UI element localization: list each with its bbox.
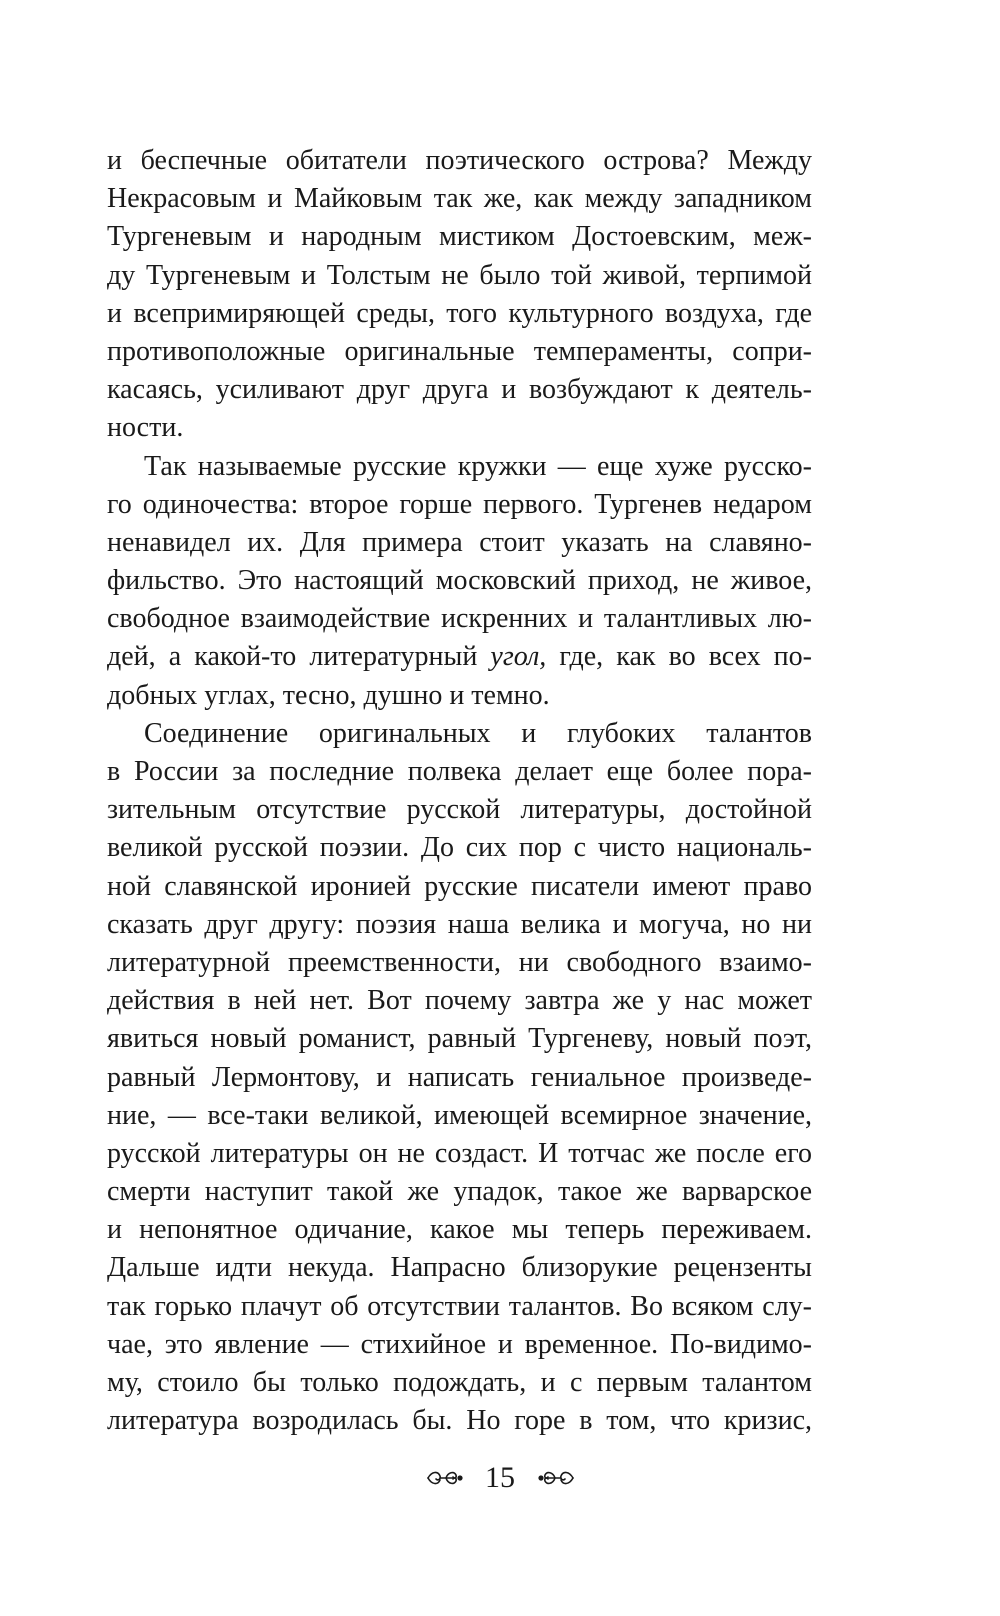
text-line: ности. bbox=[107, 412, 184, 444]
text-line: Тургеневым и народным мистиком Достоевским, меж- bbox=[107, 221, 812, 253]
text-line: го одиночества: второе горше первого. Тургенев недаром bbox=[107, 488, 812, 520]
text-segment: дей, а какой-то литературный bbox=[107, 641, 491, 673]
text-line: фильство. Это настоящий московский приход, не живое, bbox=[107, 565, 812, 597]
text-line: и всепримиряющей среды, того культурного воздуха, где bbox=[107, 297, 812, 329]
text-line: ду Тургеневым и Толстым не было той живой, терпимой bbox=[107, 259, 812, 291]
text-line: и непонятное одичание, какое мы теперь переживаем. bbox=[107, 1214, 812, 1246]
text-line: добных углах, тесно, душно и темно. bbox=[107, 679, 550, 711]
page-text bbox=[107, 142, 812, 1440]
text-line: касаясь, усиливают друг друга и возбуждают к деятель- bbox=[107, 374, 812, 406]
text-line: Дальше идти некуда. Напрасно близорукие рецензенты bbox=[107, 1252, 812, 1284]
text-line: сказать друг другу: поэзия наша велика и могуча, но ни bbox=[107, 908, 812, 940]
text-line: равный Лермонтову, и написать гениальное произведе- bbox=[107, 1061, 812, 1093]
text-line: смерти наступит такой же упадок, такое же варварское bbox=[107, 1176, 812, 1208]
text-line: ние, — все-таки великой, имеющей всемирное значение, bbox=[107, 1099, 812, 1131]
text-line: противоположные оригинальные темпераменты, сопри- bbox=[107, 335, 812, 367]
text-line: Некрасовым и Майковым так же, как между западником bbox=[107, 183, 812, 215]
fleuron-left-icon bbox=[426, 1467, 464, 1489]
text-line: русской литературы он не создаст. И тотчас же после его bbox=[107, 1137, 812, 1169]
text-line: великой русской поэзии. До сих пор с чисто националь- bbox=[107, 832, 812, 864]
text-line: литературной преемственности, ни свободного взаимо- bbox=[107, 946, 812, 978]
text-line: в России за последние полвека делает еще более пора- bbox=[107, 756, 812, 787]
text-line: чае, это явление — стихийное и временное. По-видимо- bbox=[107, 1328, 812, 1360]
page-footer bbox=[0, 1456, 1000, 1496]
italic-word: угол, bbox=[490, 641, 547, 673]
page-number: 15 bbox=[485, 1461, 515, 1495]
text-line: Соединение оригинальных и глубоких талантов bbox=[144, 717, 812, 749]
text-line: ненавидел их. Для примера стоит указать на славяно- bbox=[107, 526, 812, 558]
text-line: зительным отсутствие русской литературы, достойной bbox=[107, 794, 812, 826]
text-line: му, стоило бы только подождать, и с первым талантом bbox=[107, 1367, 812, 1398]
text-line: явиться новый романист, равный Тургеневу, новый поэт, bbox=[107, 1023, 812, 1055]
text-line: так горько плачут об отсутствии талантов. Во всяком слу- bbox=[107, 1290, 812, 1322]
text-line: и беспечные обитатели поэтического острова? Между bbox=[107, 145, 812, 176]
text-line: свободное взаимодействие искренних и талантливых лю- bbox=[107, 603, 812, 635]
text-line: литература возродилась бы. Но горе в том, что кризис, bbox=[107, 1405, 812, 1437]
text-line bbox=[107, 638, 812, 676]
text-line: действия в ней нет. Вот почему завтра же у нас может bbox=[107, 985, 812, 1017]
text-line: Так называемые русские кружки — еще хуже русско- bbox=[144, 450, 812, 482]
text-segment: где, как во всех по- bbox=[546, 641, 812, 673]
fleuron-right-icon bbox=[537, 1467, 575, 1489]
text-line: ной славянской иронией русские писатели имеют право bbox=[107, 870, 812, 902]
